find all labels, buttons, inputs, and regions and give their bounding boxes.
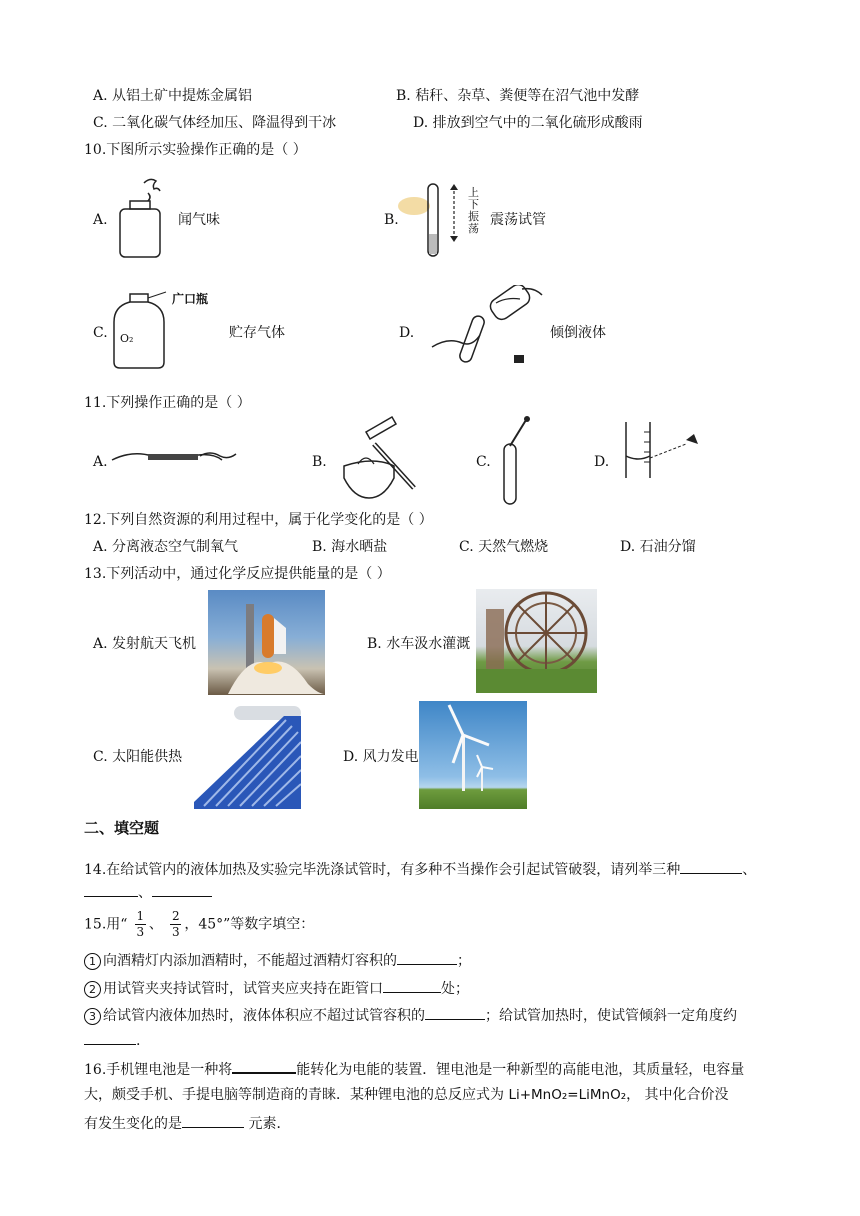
q14-blank-1	[680, 859, 742, 874]
shake-tube-figure	[396, 178, 466, 263]
q9-option-b: B. 秸秆、杂草、粪便等在沼气池中发酵	[396, 88, 640, 104]
q14-sep: 、	[742, 862, 757, 878]
wind-turbine-photo	[419, 701, 527, 809]
q10-c-text: 贮存气体	[229, 325, 285, 341]
q11-stem: 11.下列操作正确的是（ ）	[84, 395, 251, 411]
q10-c-fig-bottle: 广口瓶	[172, 292, 209, 306]
q13-option-c: C. 太阳能供热	[93, 749, 183, 765]
q10-b-fig-text: 上下振荡	[468, 186, 479, 235]
reaction-formula: Li+MnO₂=LiMnO₂	[508, 1087, 627, 1103]
water-wheel-photo	[476, 589, 597, 693]
q15-item-1: 1 向酒精灯内添加酒精时，不能超过酒精灯容积的 ；	[84, 950, 471, 970]
q15-blank-3	[425, 1005, 485, 1020]
q15-sep: 、	[148, 916, 163, 933]
q11-a-label: A.	[93, 454, 108, 470]
q15-stem	[84, 910, 314, 939]
fraction-one-third: $\frac{1}{3}$	[136, 909, 145, 939]
q9-option-c: C. 二氧化碳气体经加压、降温得到干冰	[93, 115, 337, 131]
q16-blank-2	[182, 1113, 244, 1128]
q11-c-label: C.	[476, 454, 491, 470]
q11-d-figure	[614, 418, 704, 480]
q10-a-text: 闻气味	[178, 212, 220, 228]
q16-line2: 大，颇受手机、手提电脑等制造商的青睐．某种锂电池的总反应式为 Li+MnO₂=LiMnO₂， 其中化合价没	[84, 1087, 729, 1103]
q15-blank-4	[84, 1030, 136, 1045]
q12-option-c: C. 天然气燃烧	[459, 539, 549, 555]
q14-line1	[84, 859, 756, 879]
pour-liquid-figure	[426, 285, 548, 370]
q14-text: 14.在给试管内的液体加热及实验完毕洗涤试管时，有多种不当操作会引起试管破裂，请列举三种	[84, 862, 681, 878]
q14-blank-3	[152, 882, 212, 897]
q14-blank-2	[84, 882, 138, 897]
q14-line2	[84, 882, 212, 902]
q16-line1: 16.手机锂电池是一种将 能转化为电能的装置．锂电池是一种新型的高能电池，其质量轻，电容量	[84, 1058, 744, 1079]
q10-d-text: 倾倒液体	[550, 325, 606, 341]
q15-blank-2	[383, 978, 441, 993]
q11-d-label: D.	[594, 454, 610, 470]
q10-a-label: A.	[93, 212, 108, 228]
q11-a-figure	[108, 442, 240, 472]
smell-gas-figure	[112, 175, 172, 260]
q10-b-label: B.	[384, 212, 399, 228]
fraction-two-thirds: $\frac{2}{3}$	[172, 909, 180, 939]
q16-blank-1	[232, 1058, 296, 1074]
q13-option-a: A. 发射航天飞机	[93, 636, 197, 652]
q10-c-fig-gas: O₂	[120, 332, 134, 345]
q12-stem: 12.下列自然资源的利用过程中，属于化学变化的是（ ）	[84, 512, 433, 528]
q11-c-figure	[498, 416, 532, 506]
q10-stem: 10.下图所示实验操作正确的是（ ）	[84, 142, 307, 158]
circled-number-1: 1	[84, 953, 101, 970]
q10-c-label: C.	[93, 325, 108, 341]
space-shuttle-photo	[208, 590, 325, 695]
q13-option-b: B. 水车汲水灌溉	[367, 636, 471, 652]
wide-bottle-figure	[108, 290, 172, 370]
q11-b-figure	[324, 414, 424, 502]
q14-sep2: 、	[138, 885, 152, 901]
q10-b-text: 震荡试管	[490, 212, 546, 228]
q12-option-b: B. 海水晒盐	[312, 539, 388, 555]
q15-item-3: 3 给试管内液体加热时，液体体积应不超过试管容积的 ；给试管加热时，使试管倾斜一定角度约	[84, 1005, 737, 1025]
q11-b-label: B.	[312, 454, 327, 470]
q13-stem: 13.下列活动中，通过化学反应提供能量的是（ ）	[84, 566, 391, 582]
q10-d-label: D.	[399, 325, 415, 341]
q15-suffix: ，45°”等数字填空：	[184, 916, 315, 933]
q13-option-d: D. 风力发电	[343, 749, 419, 765]
q16-line3: 有发生变化的是 元素．	[84, 1113, 290, 1133]
solar-heater-photo	[194, 706, 301, 809]
q15-item-2: 2 用试管夹夹持试管时，试管夹应夹持在距管口 处；	[84, 978, 469, 998]
q9-option-a: A. 从铝土矿中提炼金属铝	[93, 88, 253, 104]
q12-option-d: D. 石油分馏	[620, 539, 696, 555]
q12-option-a: A. 分离液态空气制氧气	[93, 539, 239, 555]
section-title: 二、填空题	[84, 819, 160, 837]
q15-blank-1	[397, 950, 457, 965]
circled-number-2: 2	[84, 981, 101, 998]
q15-prefix: 15.用“	[84, 916, 128, 933]
circled-number-3: 3	[84, 1008, 101, 1025]
q9-option-d: D. 排放到空气中的二氧化硫形成酸雨	[413, 115, 643, 131]
q15-item-3-cont: .	[84, 1030, 140, 1050]
